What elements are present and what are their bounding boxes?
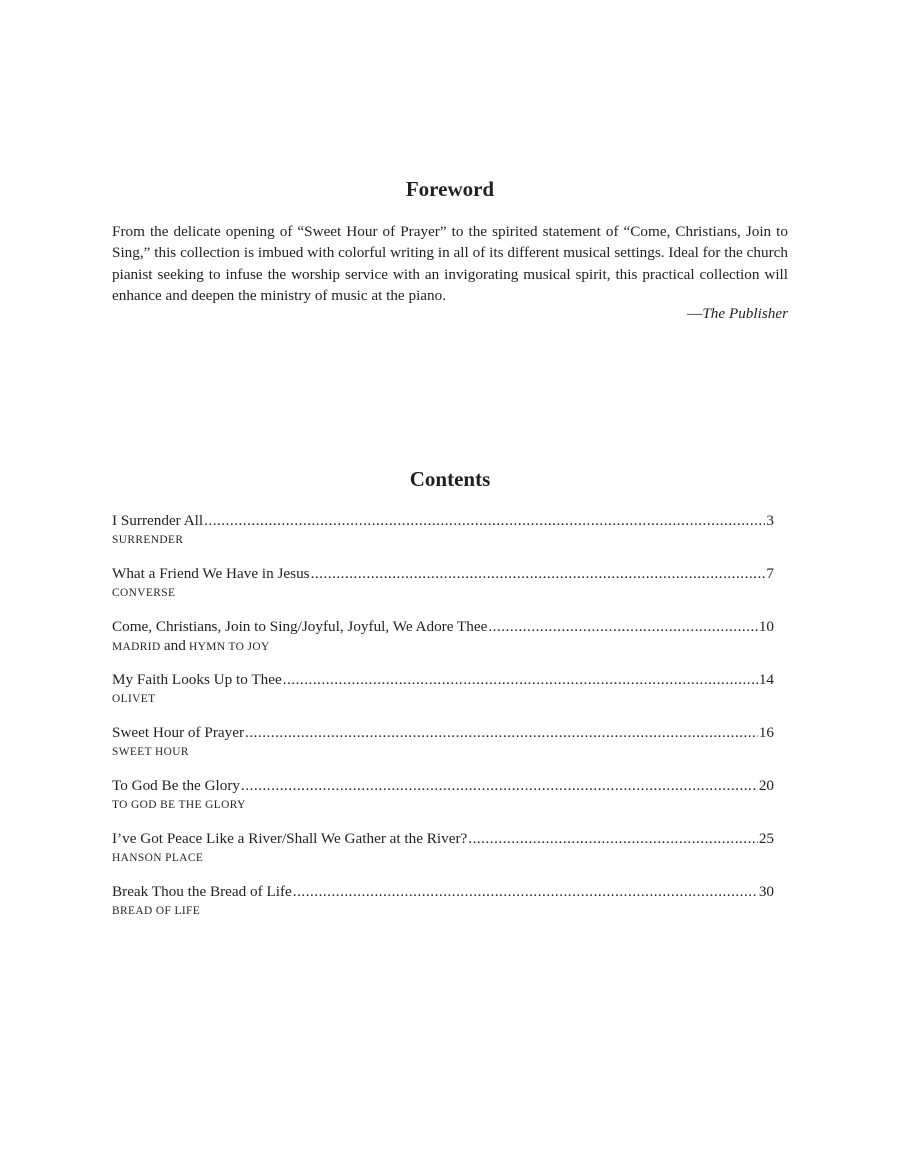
toc-title: To God Be the Glory — [112, 777, 241, 794]
foreword-title: Foreword — [405, 177, 495, 201]
toc-title: I’ve Got Peace Like a River/Shall We Gather at the River? — [112, 830, 468, 847]
foreword-body: From the delicate opening of “Sweet Hour of Prayer” to the spirited statement of “Come, Christians, Join to Sing,” this collection is imbued with colorful writing in all of its different musical settings. Ideal for the church pianist seeking to infuse the worship service with an invigorating musical spirit, this practical collection will enhance and deepen the ministry of music at the piano. — [112, 223, 788, 304]
toc-page-number: 25 — [758, 830, 774, 847]
toc-tune-name: OLIVET — [112, 693, 156, 705]
toc-page-number: 10 — [758, 618, 774, 635]
toc-leader-dots — [283, 670, 758, 690]
toc-entry — [112, 617, 774, 670]
toc-entry — [112, 829, 774, 882]
toc-line — [112, 882, 774, 902]
toc-leader-dots — [311, 564, 766, 584]
toc-tune-name: SURRENDER — [112, 534, 184, 546]
toc-leader-dots — [245, 723, 758, 743]
toc-tune-name: CONVERSE — [112, 587, 176, 599]
toc-line — [112, 723, 774, 743]
toc-line — [112, 564, 774, 584]
toc-tune-name: TO GOD BE THE GLORY — [112, 799, 246, 811]
toc-tune-name — [112, 639, 774, 654]
toc-entry — [112, 670, 774, 723]
toc-leader-dots — [241, 776, 758, 796]
toc-entry — [112, 776, 774, 829]
toc-line — [112, 617, 774, 637]
toc-tune-name-b: HYMN TO JOY — [189, 641, 270, 653]
toc-leader-dots — [468, 829, 758, 849]
toc-entry — [112, 511, 774, 564]
toc-entry — [112, 564, 774, 617]
toc-line — [112, 511, 774, 531]
toc-entry — [112, 723, 774, 776]
toc-entry — [112, 882, 774, 935]
contents-title: Contents — [409, 467, 491, 491]
toc-page-number: 30 — [758, 883, 774, 900]
toc-leader-dots — [204, 511, 765, 531]
toc-leader-dots — [488, 617, 757, 637]
toc-tune-name-a: MADRID — [112, 641, 161, 653]
toc-tune-name: HANSON PLACE — [112, 852, 204, 864]
toc-title: Come, Christians, Join to Sing/Joyful, Joyful, We Adore Thee — [112, 618, 488, 635]
toc-tune-name: SWEET HOUR — [112, 746, 189, 758]
toc-title: What a Friend We Have in Jesus — [112, 565, 310, 582]
table-of-contents — [112, 511, 774, 935]
toc-tune-name: BREAD OF LIFE — [112, 905, 201, 917]
toc-line — [112, 670, 774, 690]
toc-line — [112, 829, 774, 849]
toc-title: Break Thou the Bread of Life — [112, 883, 292, 900]
foreword-attribution — [112, 304, 788, 324]
toc-title: Sweet Hour of Prayer — [112, 724, 245, 741]
toc-page-number: 14 — [758, 671, 774, 688]
toc-page-number: 7 — [766, 565, 774, 582]
toc-line — [112, 776, 774, 796]
attribution-name: The Publisher — [702, 305, 788, 322]
toc-page-number: 3 — [766, 512, 774, 529]
attribution-dash: — — [687, 305, 703, 322]
toc-tune-conjunction: and — [163, 637, 186, 654]
toc-page-number: 16 — [758, 724, 774, 741]
toc-leader-dots — [293, 882, 758, 902]
toc-title: My Faith Looks Up to Thee — [112, 671, 282, 688]
toc-title: I Surrender All — [112, 512, 204, 529]
toc-page-number: 20 — [758, 777, 774, 794]
